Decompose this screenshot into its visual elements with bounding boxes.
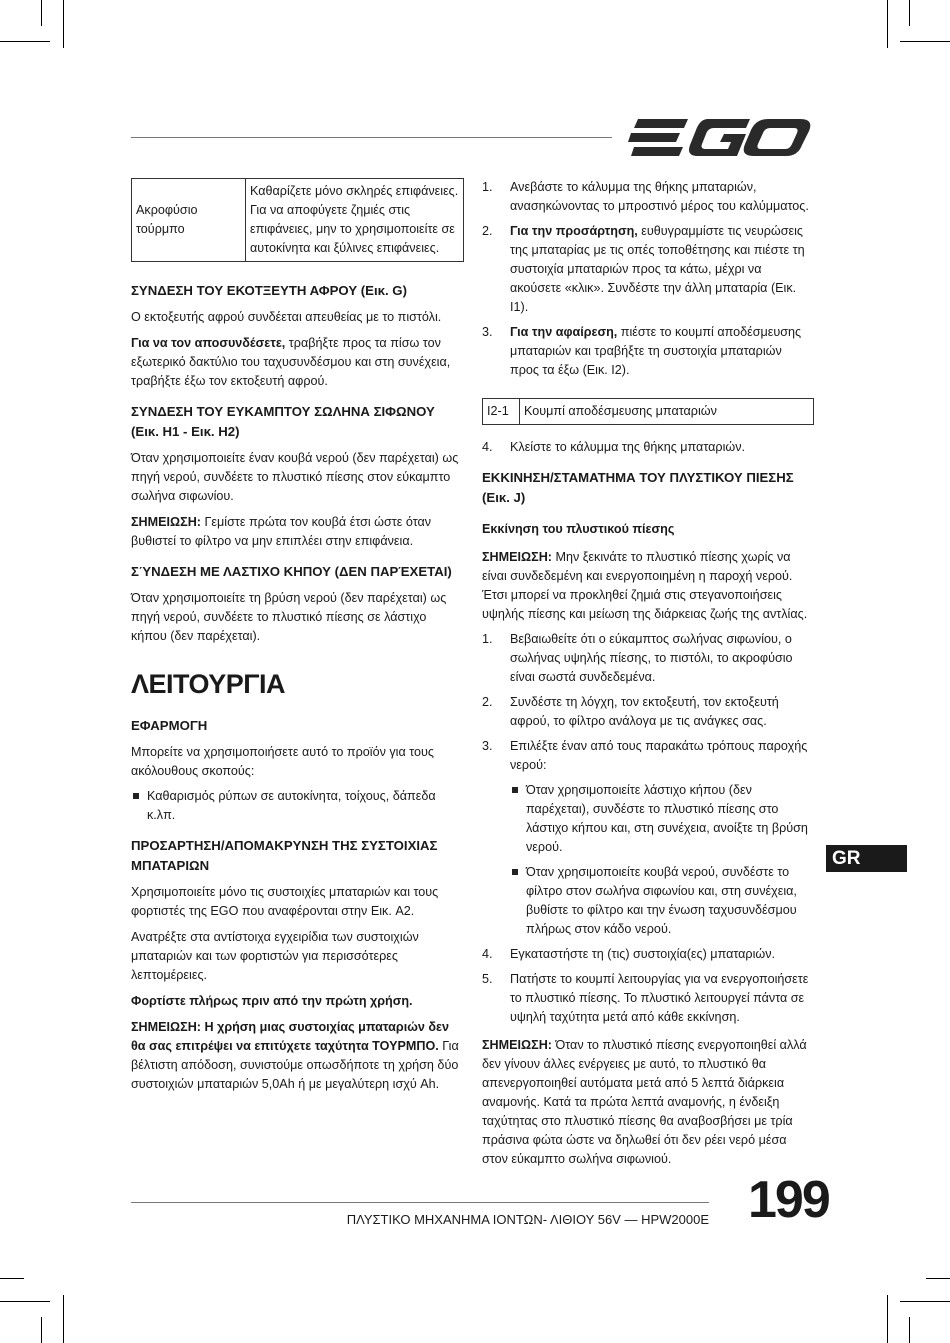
list-item — [482, 438, 814, 457]
list-item — [482, 737, 814, 775]
list-item-text: Συνδέστε τη λόγχη, τον εκτοξευτή, τον εκτοξευτή αφρού, το φίλτρο ανάλογα με τις ανάγκες σας. — [510, 695, 779, 728]
ego-logo — [628, 117, 812, 165]
table-row — [132, 179, 464, 262]
list-number: 1. — [482, 632, 493, 646]
list-item — [131, 787, 464, 825]
paragraph-text: τραβήξτε προς τα πίσω τον εξωτερικό δακτύλιο του ταχυσυνδέσμου και στη συνέχεια, τραβήξτε έξω τον εκτοξευτή αφρού. — [131, 336, 451, 388]
paragraph: Ανατρέξτε στα αντίστοιχα εγχειρίδια των συστοιχιών μπαταριών και των φορτιστών για περισσότερες λεπτομέρειες. — [131, 930, 419, 982]
note-text: Για βέλτιστη απόδοση, συνιστούμε οπωσδήποτε τη χρήση δύο συστοιχιών μπαταριών 5,0Ah ή με μεγαλύτερη ισχύ Ah. — [131, 1039, 459, 1091]
square-bullet-icon — [512, 787, 518, 793]
paragraph: Μπορείτε να χρησιμοποιήσετε αυτό το προϊόν για τους ακόλουθους σκοπούς: — [131, 745, 434, 778]
square-bullet-icon — [512, 869, 518, 875]
crop-mark — [0, 41, 50, 42]
list-number: 3. — [482, 325, 493, 339]
bullet-list — [510, 781, 814, 939]
note — [131, 513, 464, 551]
list-number: 1. — [482, 180, 493, 194]
numbered-list — [482, 630, 814, 775]
numbered-list — [482, 438, 814, 457]
crop-mark — [926, 1278, 950, 1279]
note-text: Μην ξεκινάτε το πλυστικό πίεσης χωρίς να είναι συνδεδεμένη και ενεργοποιημένη η παροχή νερού. Έτσι μπορεί να προκληθεί ζημιά στις στεγανοποιήσεις υψηλής πίεσης και μείωση της διάρκειας ζωής της αντλίας. — [482, 550, 808, 621]
section-title-application: ΕΦΑΡΜΟΓΗ — [131, 718, 208, 733]
subsection-title: Εκκίνηση του πλυστικού πίεσης — [482, 522, 675, 536]
list-number: 2. — [482, 224, 493, 238]
crop-mark — [0, 1301, 50, 1302]
list-item-text: Βεβαιωθείτε ότι ο εύκαμπτος σωλήνας σιφωνίου, ο σωλήνας υψηλής πίεσης, το πιστόλι, το ακροφύσιο είναι σωστά συνδεδεμένα. — [510, 632, 793, 684]
page-number: 199 — [748, 1171, 829, 1229]
list-item-bold: Για την αφαίρεση, — [510, 325, 618, 339]
list-item — [482, 945, 814, 964]
list-item — [510, 781, 814, 857]
paragraph: Χρησιμοποιείτε μόνο τις συστοιχίες μπαταριών και τους φορτιστές της EGO που αναφέρονται στην Εικ. A2. — [131, 885, 439, 918]
list-item-text: Κλείστε το κάλυμμα της θήκης μπαταριών. — [510, 440, 746, 454]
note — [482, 1036, 814, 1169]
square-bullet-icon — [133, 793, 139, 799]
chapter-title: ΛΕΙΤΟΥΡΓΙΑ — [131, 669, 286, 699]
note-text: Γεμίστε πρώτα τον κουβά έτσι ώστε όταν βυθιστεί το φίλτρο να μην επιπλέει στην επιφάνεια. — [131, 515, 432, 548]
list-item — [482, 222, 814, 317]
note-label: ΣΗΜΕΙΩΣΗ: — [131, 515, 201, 529]
section-title-battery: ΠΡΟΣΑΡΤΗΣΗ/ΑΠΟΜΑΚΡΥΝΣΗ ΤΗΣ ΣΥΣΤΟΙΧΙΑΣ ΜΠΑΤΑΡΙΩΝ — [131, 838, 438, 873]
table-cell-text: Καθαρίζετε μόνο σκληρές επιφάνειες. Για να αποφύγετε ζημιές στις επιφάνειες, μην το χρησιμοποιείτε σε αυτοκίνητα και ξύλινες επιφάνειες. — [246, 179, 464, 262]
list-number: 2. — [482, 695, 493, 709]
table-row — [483, 399, 814, 425]
paragraph-bold: Φορτίστε πλήρως πριν από την πρώτη χρήση. — [131, 994, 413, 1008]
header-rule — [131, 137, 612, 138]
bold-lead: Για να τον αποσυνδέσετε, — [131, 336, 286, 350]
nozzle-table — [131, 178, 464, 262]
table-cell-desc: Κουμπί αποδέσμευσης μπαταριών — [520, 399, 814, 425]
list-item — [482, 323, 814, 380]
crop-mark — [41, 1317, 42, 1343]
list-item — [482, 693, 814, 731]
crop-mark — [63, 0, 64, 48]
list-item-text: ευθυγραμμίστε τις νευρώσεις της μπαταρίας με τις οπές τοποθέτησης και πιέστε τη συστοιχία μπαταριών προς τα κάτω, μέχρι να ακούσετε «κλικ». Συνδέστε την άλλη μπαταρία (Εικ. I1). — [510, 224, 805, 314]
list-item-text: Εγκαταστήστε τη (τις) συστοιχία(ες) μπαταριών. — [510, 947, 776, 961]
list-item — [482, 178, 814, 216]
footer-rule — [131, 1202, 709, 1203]
paragraph: Όταν χρησιμοποιείτε τη βρύση νερού (δεν παρέχεται) ως πηγή νερού, συνδέετε το πλυστικό πίεσης σε λάστιχο κήπου (δεν παρέχεται). — [131, 591, 447, 643]
bullet-list — [131, 787, 464, 825]
note-label: ΣΗΜΕΙΩΣΗ: — [482, 550, 552, 564]
numbered-list — [482, 945, 814, 1027]
list-item-text: Καθαρισμός ρύπων σε αυτοκίνητα, τοίχους, δάπεδα κ.λπ. — [147, 789, 436, 822]
note-bold: ΣΗΜΕΙΩΣΗ: Η χρήση μιας συστοιχίας μπαταριών δεν θα σας επιτρέψει να επιτύχετε ταχύτητα ΤΟΥΡΜΠΟ. — [131, 1020, 449, 1053]
note — [482, 548, 814, 624]
list-number: 5. — [482, 972, 493, 986]
footer-title: ΠΛΥΣΤΙΚΟ ΜΗΧΑΝΗΜΑ ΙΟΝΤΩΝ- ΛΙΘΙΟΥ 56V — HPW2000E — [346, 1212, 709, 1227]
list-item — [510, 863, 814, 939]
section-title-garden-hose: ΣΎΝΔΕΣΗ ΜΕ ΛΑΣΤΙΧΟ ΚΗΠΟΥ (ΔΕΝ ΠΑΡΈΧΕΤΑΙ) — [131, 564, 452, 579]
section-title-foam: ΣΥΝΔΕΣΗ ΤΟΥ ΕΚΟΤΞΕΥΤΗ ΑΦΡΟΥ (Εικ. G) — [131, 283, 407, 298]
paragraph: Ο εκτοξευτής αφρού συνδέεται απευθείας με το πιστόλι. — [131, 310, 442, 324]
list-item-text: Επιλέξτε έναν από τους παρακάτω τρόπους παροχής νερού: — [510, 739, 808, 772]
note — [131, 1018, 464, 1094]
crop-mark — [909, 1317, 910, 1343]
list-item — [482, 970, 814, 1027]
right-column — [482, 178, 814, 1169]
list-item-text: Πατήστε το κουμπί λειτουργίας για να ενεργοποιήσετε το πλυστικό πίεσης. Το πλυστικό λειτουργεί πάντα σε υψηλή ταχύτητα μετά από κάθε εκκίνηση. — [510, 972, 809, 1024]
crop-mark — [909, 0, 910, 26]
list-item-text: Όταν χρησιμοποιείτε λάστιχο κήπου (δεν παρέχεται), συνδέστε το πλυστικό πίεσης στο λάστιχο κήπου και, στη συνέχεια, ανοίξτε τη βρύση νερού. — [526, 783, 808, 854]
section-title-siphon: ΣΥΝΔΕΣΗ ΤΟΥ ΕΥΚΑΜΠΤΟΥ ΣΩΛΗΝΑ ΣΙΦΩΝΟΥ (Εικ. H1 - Εικ. H2) — [131, 404, 435, 439]
language-tab: GR — [826, 845, 907, 872]
list-number: 3. — [482, 739, 493, 753]
list-item-text: Ανεβάστε το κάλυμμα της θήκης μπαταριών, ανασηκώνοντας το μπροστινό μέρος του καλύμματος. — [510, 180, 809, 213]
crop-mark — [887, 0, 888, 48]
list-number: 4. — [482, 440, 493, 454]
table-cell-label: Ακροφύσιο τούρμπο — [132, 179, 246, 262]
crop-mark — [900, 41, 950, 42]
left-column — [131, 178, 464, 1094]
list-item-bold: Για την προσάρτηση, — [510, 224, 638, 238]
numbered-list — [482, 178, 814, 380]
crop-mark — [887, 1295, 888, 1343]
crop-mark — [900, 1301, 950, 1302]
crop-mark — [63, 1295, 64, 1343]
parts-table — [482, 398, 814, 425]
note-text: Όταν το πλυστικό πίεσης ενεργοποιηθεί αλλά δεν γίνουν άλλες ενέργειες με αυτό, το πλυστικό θα απενεργοποιηθεί αυτόματα μετά από 5 λεπτά διάρκεια αναμονής. Κατά τα πρώτα λεπτά αναμονής, η ένδειξη ταχύτητας στο πλυστικό πίεσης θα αναβοσβήσει με τρία πράσινα φώτα ώστε να δηλωθεί ότι δεν ρέει νερό μέσα στον εύκαμπτο σωλήνα σιφωνιού. — [482, 1038, 807, 1166]
paragraph — [131, 334, 464, 391]
crop-mark — [41, 0, 42, 26]
list-item-text: Όταν χρησιμοποιείτε κουβά νερού, συνδέστε το φίλτρο στον σωλήνα σιφωνίου και, στη συνέχεια, βυθίστε το φίλτρο και την ένωση ταχυσυνδέσμου πλήρως στον κάδο νερού. — [526, 865, 797, 936]
paragraph: Όταν χρησιμοποιείτε έναν κουβά νερού (δεν παρέχεται) ως πηγή νερού, συνδέετε το πλυστικό πίεσης στον εύκαμπτο σωλήνα σιφωνίου. — [131, 451, 459, 503]
note-label: ΣΗΜΕΙΩΣΗ: — [482, 1038, 552, 1052]
list-number: 4. — [482, 947, 493, 961]
list-item — [482, 630, 814, 687]
section-title-start-stop: ΕΚΚΙΝΗΣΗ/ΣΤΑΜΑΤΗΜΑ ΤΟΥ ΠΛΥΣΤΙΚΟΥ ΠΙΕΣΗΣ (Εικ. J) — [482, 470, 794, 505]
crop-mark — [0, 1278, 24, 1279]
table-cell-code: I2-1 — [483, 399, 520, 425]
list-item-text: πιέστε το κουμπί αποδέσμευσης μπαταριών και τραβήξτε τη συστοιχία μπαταριών προς τα έξω (Εικ. I2). — [510, 325, 802, 377]
